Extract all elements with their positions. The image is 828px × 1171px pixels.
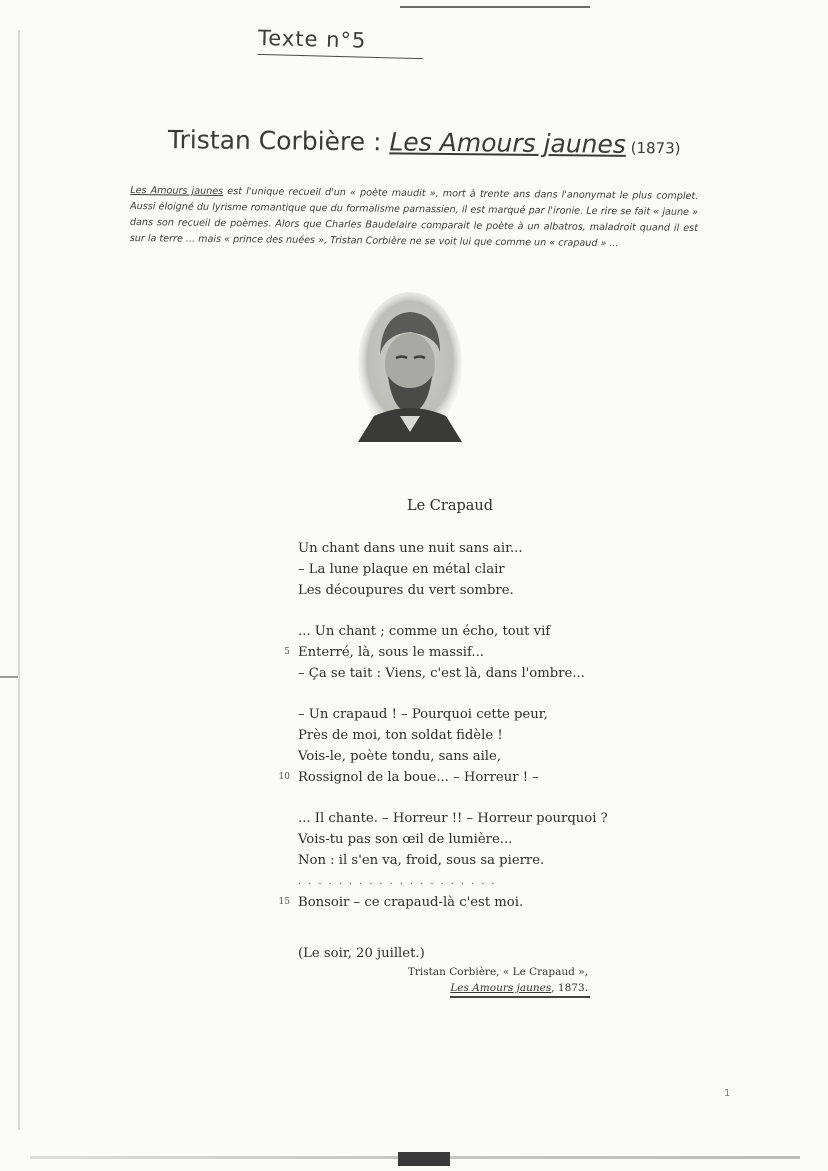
poem-line: – Ça se tait : Viens, c'est là, dans l'ombre... bbox=[298, 666, 585, 681]
scan-top-line bbox=[400, 6, 590, 8]
binder-mark bbox=[0, 676, 18, 678]
poem-line: Les découpures du vert sombre. bbox=[298, 583, 514, 598]
poem-line: Vois-le, poète tondu, sans aile, bbox=[298, 749, 502, 764]
portrait-image bbox=[356, 292, 464, 442]
poem-line-15 bbox=[278, 892, 638, 913]
poem-line: Près de moi, ton soldat fidèle ! bbox=[298, 728, 503, 743]
handwritten-text-number: Texte n°5 bbox=[258, 26, 424, 59]
poem-line-text: Rossignol de la boue... – Horreur ! – bbox=[298, 770, 539, 785]
intro-paragraph bbox=[130, 183, 699, 253]
intro-work-title: Les Amours jaunes bbox=[130, 185, 224, 198]
line-number: 15 bbox=[278, 897, 290, 907]
poem-ellipsis-row: .................... bbox=[298, 876, 502, 887]
citation-year: , 1873. bbox=[551, 982, 588, 994]
page-edge-shadow bbox=[18, 30, 20, 1130]
poem-line: ... Un chant ; comme un écho, tout vif bbox=[298, 624, 551, 639]
citation-work: Les Amours jaunes bbox=[450, 982, 552, 994]
document-title bbox=[168, 125, 728, 160]
poem-line: – La lune plaque en métal clair bbox=[298, 562, 505, 577]
title-author: Tristan Corbière : bbox=[167, 125, 390, 157]
title-year: (1873) bbox=[625, 138, 681, 158]
poem-title: Le Crapaud bbox=[406, 498, 494, 514]
poem-line-text: Bonsoir – ce crapaud-là c'est moi. bbox=[298, 895, 524, 910]
poem-line-text: Enterré, là, sous le massif... bbox=[298, 645, 484, 660]
poem-line-10 bbox=[278, 767, 638, 788]
title-work: Les Amours jaunes bbox=[389, 127, 627, 159]
citation-underline bbox=[450, 996, 590, 998]
citation bbox=[400, 964, 588, 996]
poem-line: Non : il s'en va, froid, sous sa pierre. bbox=[298, 853, 545, 868]
poem-line: Vois-tu pas son œil de lumière... bbox=[298, 832, 513, 847]
page-mark: 1 bbox=[724, 1088, 731, 1099]
poem-line: – Un crapaud ! – Pourquoi cette peur, bbox=[298, 707, 548, 722]
poem-line: ... Il chante. – Horreur !! – Horreur pourquoi ? bbox=[298, 811, 608, 826]
line-number: 5 bbox=[284, 647, 290, 657]
poem-date: (Le soir, 20 juillet.) bbox=[298, 946, 425, 961]
citation-author: Tristan Corbière, « Le Crapaud », bbox=[407, 966, 588, 978]
line-number: 10 bbox=[278, 772, 290, 782]
poem-line: Un chant dans une nuit sans air... bbox=[298, 541, 523, 556]
intro-text: est l'unique recueil d'un « poète maudit », mort à trente ans dans l'anonymat le plus complet. Aussi éloigné du lyrisme romantique que du formalisme parnassien, il est marqué par l'ironie. Le rire se fait « jaune » dans son recueil de poèmes. Alors que Charles Baudelaire comparait le poète à un albatros, maladroit quand il est sur la terre ... mais « prince des nuées », Tristan Corbière ne se voit lui que comme un « crapaud » ... bbox=[129, 186, 699, 250]
scan-clip-mark bbox=[398, 1152, 450, 1166]
poem-body bbox=[278, 538, 638, 964]
poem-line-5 bbox=[284, 642, 638, 663]
citation-source bbox=[400, 980, 588, 996]
